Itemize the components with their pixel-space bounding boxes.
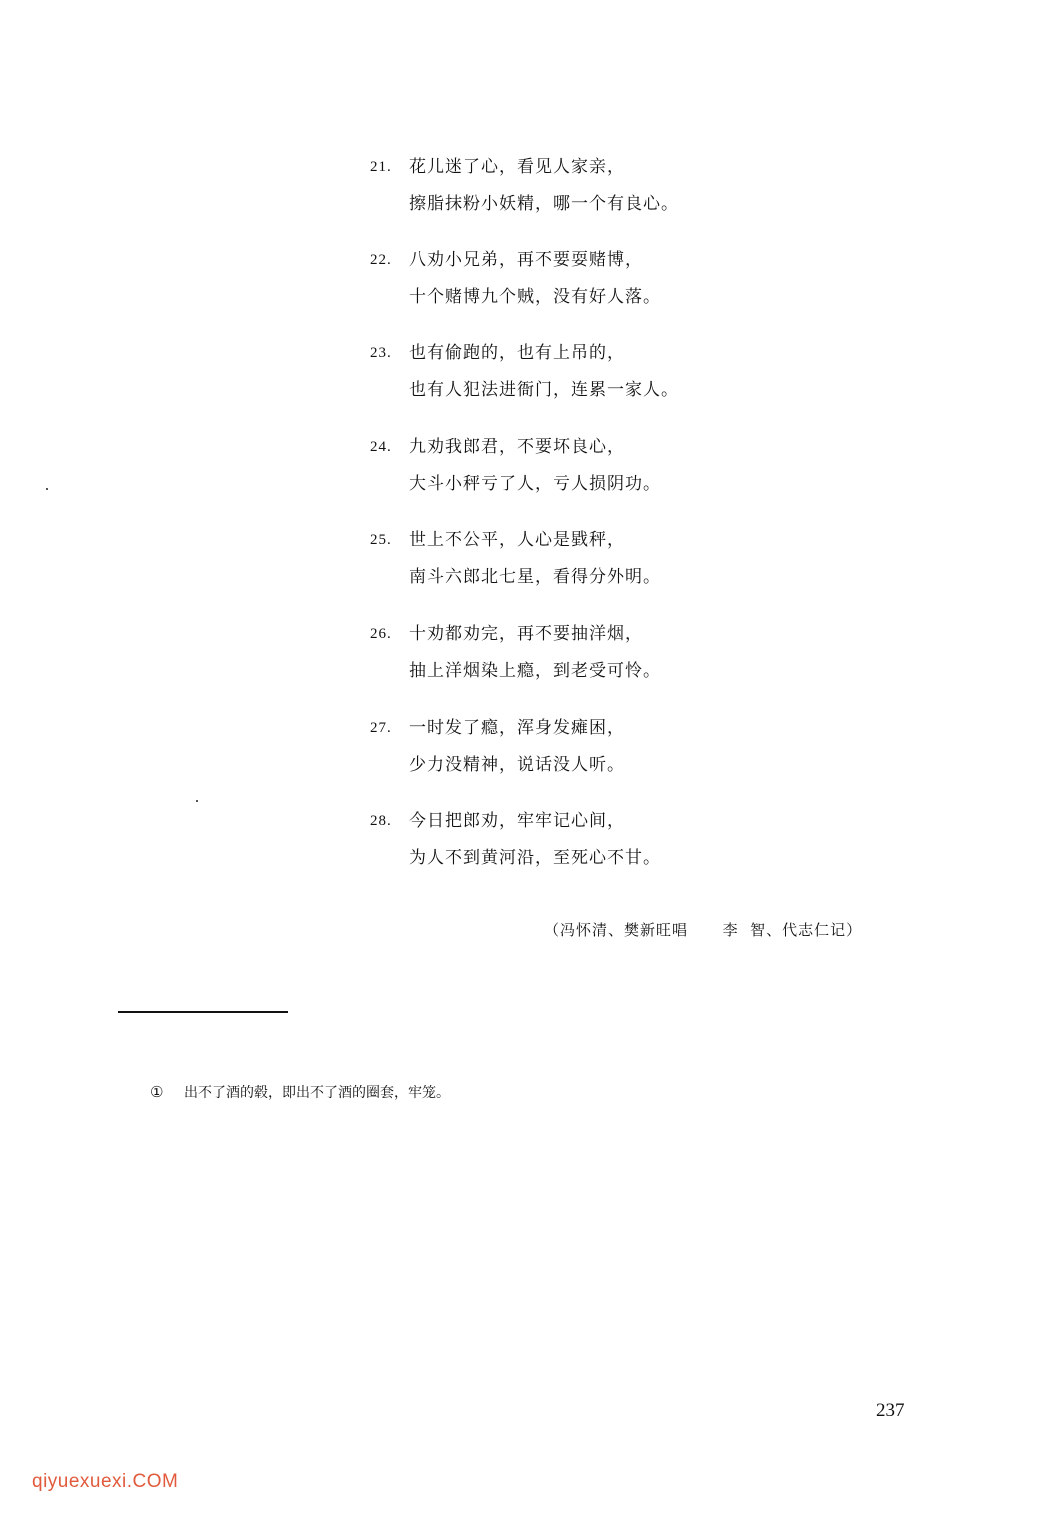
verse-number: 22. xyxy=(370,252,392,268)
verse-text: 八劝小兄弟，再不要耍赌博， xyxy=(409,250,643,270)
footnote xyxy=(150,1082,450,1103)
verse-line-second: 擦脂抹粉小妖精，哪一个有良心。 xyxy=(409,194,679,214)
verse-number: 21. xyxy=(370,159,392,175)
verse-number: 27. xyxy=(370,720,392,736)
verse-number: 25. xyxy=(370,532,392,548)
verse-line-second: 十个赌博九个贼，没有好人落。 xyxy=(409,287,661,307)
verse-number: 23. xyxy=(370,345,392,361)
singer-recorder-credit: （冯怀清、樊新旺唱 李 智、代志仁记） xyxy=(544,921,863,939)
site-watermark: qiyuexuexi.COM xyxy=(32,1471,179,1492)
verse-text: 也有偷跑的，也有上吊的， xyxy=(409,343,625,363)
footnote-text: 出不了酒的毂，即出不了酒的圈套，牢笼。 xyxy=(184,1085,450,1101)
scan-speck xyxy=(196,800,198,802)
footnote-divider xyxy=(118,1011,288,1013)
verse-text: 一时发了瘾，浑身发瘫困， xyxy=(409,718,625,738)
verse-number: 26. xyxy=(370,626,392,642)
verse-text: 十劝都劝完，再不要抽洋烟， xyxy=(409,624,643,644)
verse-line-second: 南斗六郎北七星，看得分外明。 xyxy=(409,567,661,587)
verse-text: 九劝我郎君，不要坏良心， xyxy=(409,437,625,457)
verse-text: 花儿迷了心，看见人家亲， xyxy=(409,157,625,177)
footnote-mark: ① xyxy=(150,1083,164,1101)
verse-line-second: 少力没精神，说话没人听。 xyxy=(409,755,625,775)
verse-line-second: 抽上洋烟染上瘾，到老受可怜。 xyxy=(409,661,661,681)
scan-speck xyxy=(46,488,48,490)
verse-line-second: 大斗小秤亏了人，亏人损阴功。 xyxy=(409,474,661,494)
verse-number: 24. xyxy=(370,439,392,455)
verse-number: 28. xyxy=(370,813,392,829)
verse-text: 今日把郎劝，牢牢记心间， xyxy=(409,811,625,831)
verse-line-second: 为人不到黄河沿，至死心不甘。 xyxy=(409,848,661,868)
verse-line-second: 也有人犯法进衙门，连累一家人。 xyxy=(409,380,679,400)
page-number: 237 xyxy=(876,1400,905,1421)
verse-text: 世上不公平，人心是戥秤， xyxy=(409,530,625,550)
